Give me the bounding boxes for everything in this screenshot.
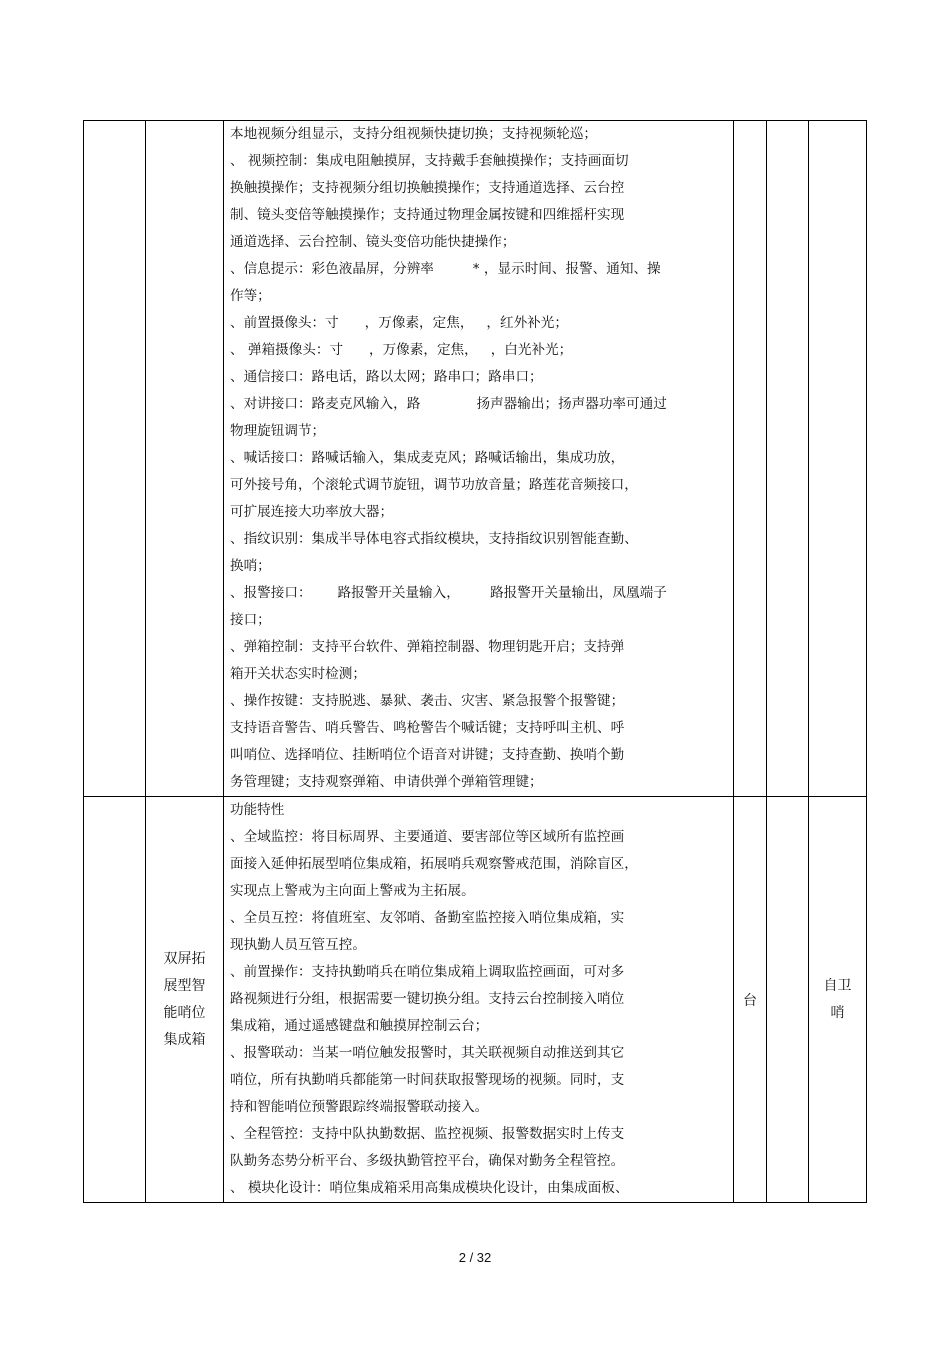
description-line: 、 视频控制：集成电阻触摸屏，支持戴手套触摸操作；支持画面切 [230,153,629,169]
description-line: 物理旋钮调节； [230,423,326,439]
spec-table [83,120,867,1203]
description-line: 、前置摄像头：寸 ，万像素，定焦， ，红外补光； [230,315,568,331]
description-line: 集成箱，通过遥感键盘和触摸屏控制云台； [230,1018,489,1034]
description-line: 、通信接口：路电话，路以太网；路串口；路串口； [230,369,543,385]
description-line: 队勤务态势分析平台、多级执勤管控平台，确保对勤务全程管控。 [230,1153,625,1169]
description-line: 、信息提示：彩色液晶屏，分辨率 * ，显示时间、报警、通知、操 [230,261,661,277]
item-name-line: 能哨位 [163,1004,206,1021]
page-number: 2 / 32 [458,1250,492,1265]
description-line: 通道选择、云台控制、镜头变倍功能快捷操作； [230,234,516,250]
index-cell [84,121,146,797]
item-name-cell [146,797,224,1203]
description-line: 、 弹箱摄像头：寸 ，万像素，定焦， ，白光补光； [230,342,573,358]
description-line: 、前置操作：支持执勤哨兵在哨位集成箱上调取监控画面，可对多 [230,964,625,980]
item-name-line: 展型智 [163,977,206,994]
description-line: 可扩展连接大功率放大器； [230,504,394,520]
description-line: 接口； [230,612,271,628]
description-line: 、对讲接口：路麦克风输入，路 扬声器输出；扬声器功率可通过 [230,396,667,412]
description-line: 、全域监控：将目标周界、主要通道、要害部位等区域所有监控画 [230,829,625,845]
description-line: 功能特性 [230,802,285,818]
description-line: 面接入延伸拓展型哨位集成箱，拓展哨兵观察警戒范围，消除盲区， [230,856,638,872]
item-name-cell [146,121,224,797]
description-line: 现执勤人员互管互控。 [230,937,366,953]
description-line: 哨位，所有执勤哨兵都能第一时间获取报警现场的视频。同时，支 [230,1072,625,1088]
item-name-line: 集成箱 [163,1031,206,1048]
description-cell [224,121,734,797]
description-line: 制、镜头变倍等触摸操作；支持通过物理金属按键和四维摇杆实现 [230,207,625,223]
description-line: 、报警接口： 路报警开关量输入， 路报警开关量输出，凤凰端子 [230,585,667,601]
unit-cell [734,121,767,797]
description-line: 换触摸操作；支持视频分组切换触摸操作；支持通道选择、云台控 [230,180,625,196]
description-line: 、指纹识别：集成半导体电容式指纹模块，支持指纹识别智能查勤、 [230,531,638,547]
note-cell [809,797,867,1203]
description-lines [230,121,729,796]
description-line: 换哨； [230,558,271,574]
description-line: 实现点上警戒为主向面上警戒为主拓展。 [230,883,475,899]
description-line: 作等； [230,288,271,304]
note-cell [809,121,867,797]
description-line: 叫哨位、选择哨位、挂断哨位个语音对讲键；支持查勤、换哨个勤 [230,747,625,763]
table-row [84,121,867,797]
note-line: 哨 [830,1004,845,1021]
description-line: 持和智能哨位预警跟踪终端报警联动接入。 [230,1099,489,1115]
description-line: 、弹箱控制：支持平台软件、弹箱控制器、物理钥匙开启；支持弹 [230,639,625,655]
description-line: 可外接号角，个滚轮式调节旋钮，调节功放音量；路莲花音频接口， [230,477,638,493]
description-line: 、 模块化设计：哨位集成箱采用高集成模块化设计，由集成面板、 [230,1180,629,1196]
quantity-cell [767,121,809,797]
description-line: 、报警联动：当某一哨位触发报警时，其关联视频自动推送到其它 [230,1045,625,1061]
description-line: 务管理键；支持观察弹箱、申请供弹个弹箱管理键； [230,774,543,790]
description-line: 箱开关状态实时检测； [230,666,366,682]
item-name-line: 双屏拓 [163,950,206,967]
table-row [84,797,867,1203]
unit-cell [734,797,767,1203]
description-line: 路视频进行分组，根据需要一键切换分组。支持云台控制接入哨位 [230,991,625,1007]
description-line: 支持语音警告、哨兵警告、鸣枪警告个喊话键；支持呼叫主机、呼 [230,720,625,736]
description-line: 本地视频分组显示，支持分组视频快捷切换；支持视频轮巡； [230,126,598,142]
note-line: 自卫 [823,977,852,994]
description-line: 、全员互控：将值班室、友邻哨、备勤室监控接入哨位集成箱，实 [230,910,625,926]
quantity-cell [767,797,809,1203]
description-line: 、喊话接口：路喊话输入，集成麦克风；路喊话输出，集成功放， [230,450,625,466]
description-cell [224,797,734,1203]
description-lines [230,797,729,1202]
unit-text: 台 [743,992,757,1009]
description-line: 、操作按键：支持脱逃、暴狱、袭击、灾害、紧急报警个报警键； [230,693,625,709]
description-line: 、全程管控：支持中队执勤数据、监控视频、报警数据实时上传支 [230,1126,625,1142]
index-cell [84,797,146,1203]
